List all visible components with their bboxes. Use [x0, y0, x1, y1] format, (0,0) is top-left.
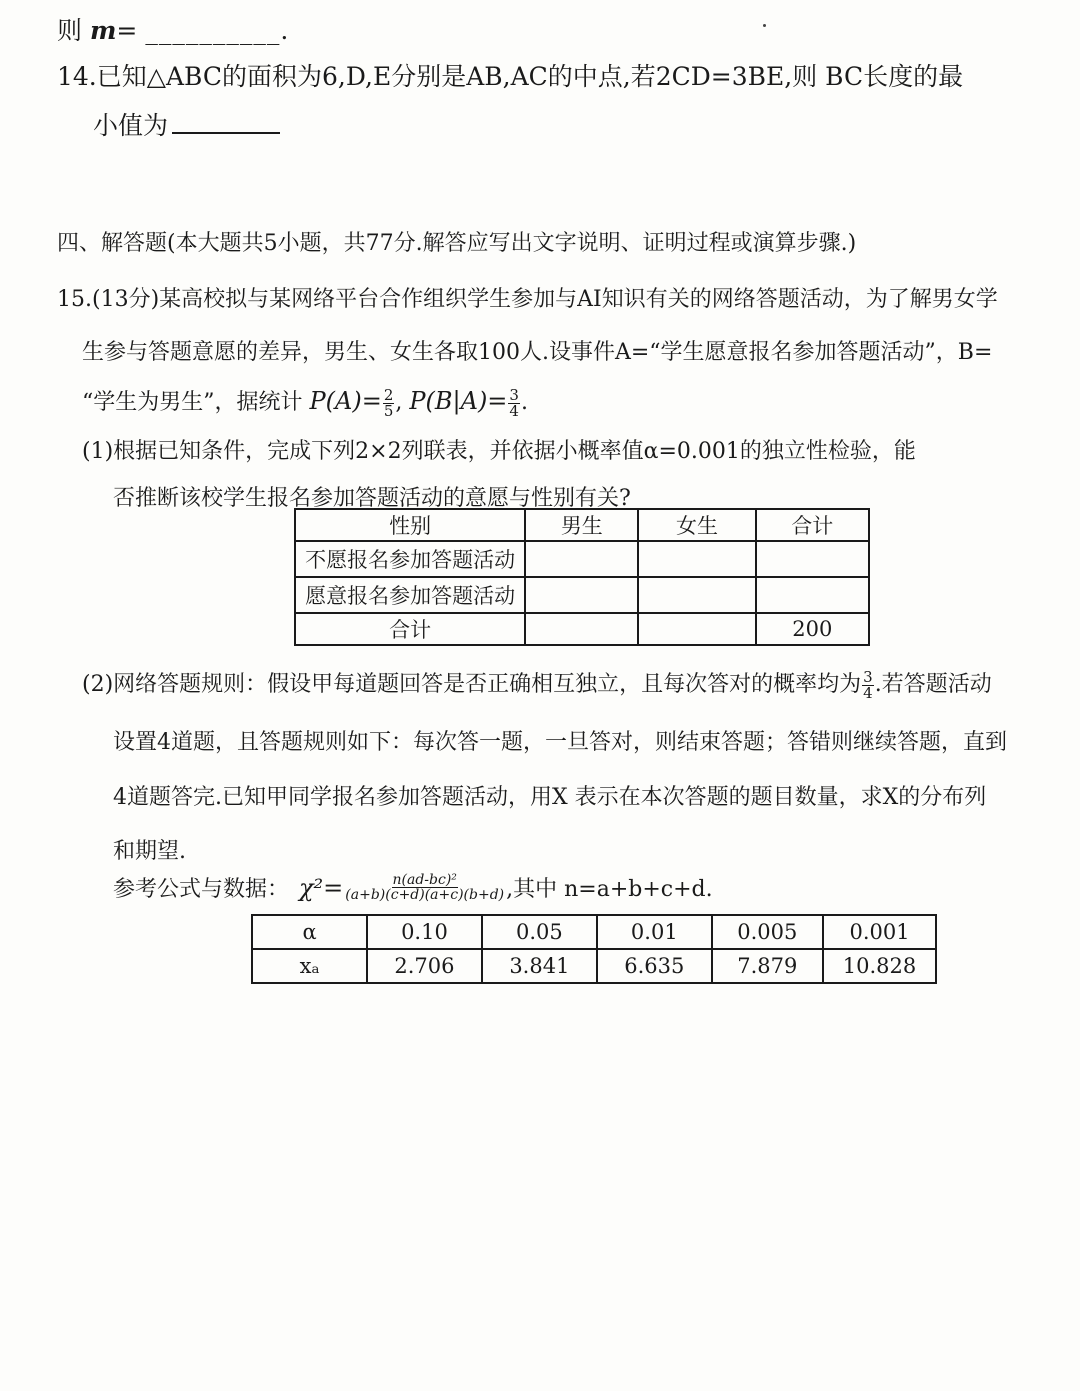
q15-sub2-line2: 设置4道题，且答题规则如下：每次答一题，一旦答对，则结束答题；答错则继续答题，直到	[113, 730, 1008, 755]
chi-square-symbol: χ²=	[299, 873, 344, 902]
q13-variable: m	[89, 16, 117, 45]
q13-equals: =	[116, 16, 138, 45]
prob-b-given-a-fraction	[508, 385, 520, 420]
q15-sub1-line1: (1)根据已知条件，完成下列2×2列联表，并依据小概率值α=0.001的独立性检验，能	[82, 439, 916, 464]
table-row	[295, 541, 869, 577]
table-cell: 0.05	[482, 915, 597, 949]
prob-a-num: 2	[383, 385, 394, 404]
q14-prompt: 小值为	[93, 111, 169, 140]
q15-sub1-line2: 否推断该校学生报名参加答题活动的意愿与性别有关?	[113, 486, 631, 511]
table-row	[295, 613, 869, 645]
table-header-cell: 合计	[756, 509, 869, 541]
contingency-table	[294, 508, 870, 646]
q13-answer-line	[57, 18, 288, 43]
correct-prob-den: 4	[863, 683, 873, 702]
table-cell[interactable]	[756, 577, 869, 613]
q15-line1: 15.(13分)某高校拟与某网络平台合作组织学生参加与AI知识有关的网络答题活动，为了解男女学	[57, 287, 998, 312]
q15-sub2-text-tail: .若答题活动	[874, 672, 992, 697]
table-cell: 0.001	[823, 915, 936, 949]
q13-period: .	[280, 16, 289, 45]
table-header-cell: 女生	[638, 509, 755, 541]
table-cell: 0.10	[367, 915, 481, 949]
table-cell: 6.635	[597, 949, 711, 983]
reference-label: 参考公式与数据：	[113, 877, 290, 902]
table-row-label: 不愿报名参加答题活动	[295, 541, 525, 577]
correct-prob-num: 3	[863, 667, 873, 686]
table-cell: 0.005	[712, 915, 824, 949]
chi-square-fraction	[344, 873, 505, 902]
critical-value-row	[252, 949, 936, 983]
q15-line3: “学生为男生”，据统计 P(A)= $\frac{2}{5}$ , P(B|A)= $\frac{3}{4}$ .	[82, 385, 528, 420]
q15-sub2-line3: 4道题答完.已知甲同学报名参加答题活动，用X 表示在本次答题的题目数量，求X的分布列	[113, 785, 987, 810]
table-header-cell: 性别	[295, 509, 525, 541]
table-row-label: 愿意报名参加答题活动	[295, 577, 525, 613]
q15-sub2-text: (2)网络答题规则：假设甲每道题回答是否正确相互独立，且每次答对的概率均为	[82, 672, 862, 697]
q13-prefix: 则	[57, 16, 83, 45]
chi-square-denominator: (a+b)(c+d)(a+c)(b+d)	[345, 887, 505, 903]
q14-answer-blank[interactable]	[172, 110, 280, 134]
table-row-label: 合计	[295, 613, 525, 645]
table-cell: 0.01	[597, 915, 711, 949]
table-cell: α	[252, 915, 367, 949]
reference-tail: ,其中 n=a+b+c+d.	[506, 877, 713, 902]
chi-square-numerator: n(ad-bc)²	[392, 872, 457, 888]
prob-a-fraction	[383, 385, 395, 420]
table-cell[interactable]	[525, 541, 638, 577]
q15-line2: 生参与答题意愿的差异，男生、女生各取100人.设事件A=“学生愿意报名参加答题活动”，B=	[82, 340, 993, 365]
critical-value-table	[251, 914, 937, 984]
table-cell: 10.828	[823, 949, 936, 983]
table-cell[interactable]	[638, 613, 755, 645]
prob-a-label: P(A)=	[309, 387, 382, 415]
correct-prob-fraction	[862, 667, 874, 702]
reference-formula-line	[113, 872, 713, 903]
q14-line2	[93, 110, 280, 138]
q15-line3-text: “学生为男生”，据统计	[82, 390, 303, 415]
table-row	[295, 577, 869, 613]
table-cell[interactable]	[638, 541, 755, 577]
table-cell[interactable]	[525, 577, 638, 613]
table-cell: xₐ	[252, 949, 367, 983]
table-cell[interactable]	[756, 541, 869, 577]
prob-b-given-a-num: 3	[509, 385, 519, 404]
table-cell: 200	[756, 613, 869, 645]
speck-mark	[763, 24, 766, 27]
table-cell: 3.841	[482, 949, 597, 983]
table-cell: 7.879	[712, 949, 824, 983]
section4-heading: 四、解答题(本大题共5小题，共77分.解答应写出文字说明、证明过程或演算步骤.)	[57, 231, 857, 256]
prob-b-given-a-label: P(B|A)=	[409, 387, 508, 415]
table-cell[interactable]	[525, 613, 638, 645]
q15-sub2-line1	[82, 667, 992, 701]
prob-a-den: 5	[383, 401, 394, 420]
q15-sub2-line4: 和期望.	[113, 839, 186, 864]
table-cell[interactable]	[638, 577, 755, 613]
critical-alpha-row	[252, 915, 936, 949]
table-cell: 2.706	[367, 949, 481, 983]
contingency-header-row	[295, 509, 869, 541]
table-header-cell: 男生	[525, 509, 638, 541]
q13-blank[interactable]: __________	[145, 16, 281, 45]
prob-b-given-a-den: 4	[509, 401, 519, 420]
q14-line1: 14.已知△ABC的面积为6,D,E分别是AB,AC的中点,若2CD=3BE,则 BC长度的最	[57, 62, 964, 91]
